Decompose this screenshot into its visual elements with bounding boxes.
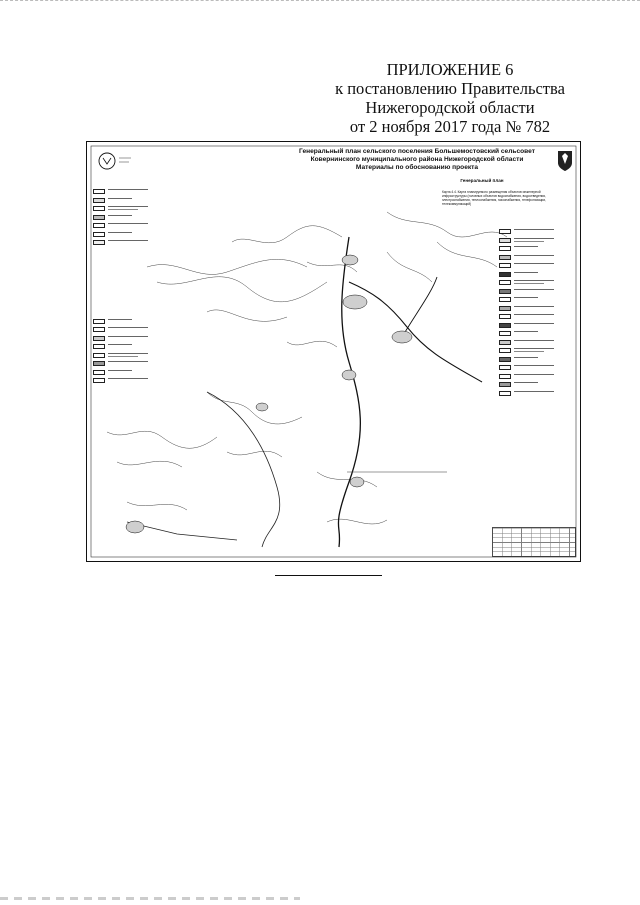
region-name: Нижегородской области <box>365 98 535 117</box>
main-road <box>338 237 360 547</box>
resolution-date: от 2 ноября 2017 года № 782 <box>349 117 551 136</box>
resolution-reference: к постановлению Правительства <box>335 79 565 98</box>
district-emblem <box>557 149 573 173</box>
map-description: Карта 4.4. Карта планируемого размещения объектов инженерной инфраструктуры (головных объектов водоснабжения, водоотведения, электроснабжения, теплоснабжения, газоснабжения, телефонизации, телекоммуникаций) <box>442 190 546 206</box>
map-title: Генеральный план сельского поселения Большемостовский сельсовет Ковернинского муниципального района Нижегородской области Материалы по обоснованию проекта <box>299 148 535 171</box>
secondary-road <box>349 282 482 382</box>
left-legend <box>93 188 173 386</box>
scan-top-edge <box>0 0 640 7</box>
drawing-title-block <box>492 527 576 557</box>
appendix-number: ПРИЛОЖЕНИЕ 6 <box>386 60 514 79</box>
scan-bottom-edge <box>0 897 300 900</box>
general-plan-map <box>86 141 581 562</box>
map-subtitle: Генеральный план <box>460 178 504 183</box>
closing-rule <box>275 575 382 576</box>
organization-logo <box>97 150 133 172</box>
right-legend <box>499 228 577 398</box>
appendix-header <box>300 60 600 136</box>
